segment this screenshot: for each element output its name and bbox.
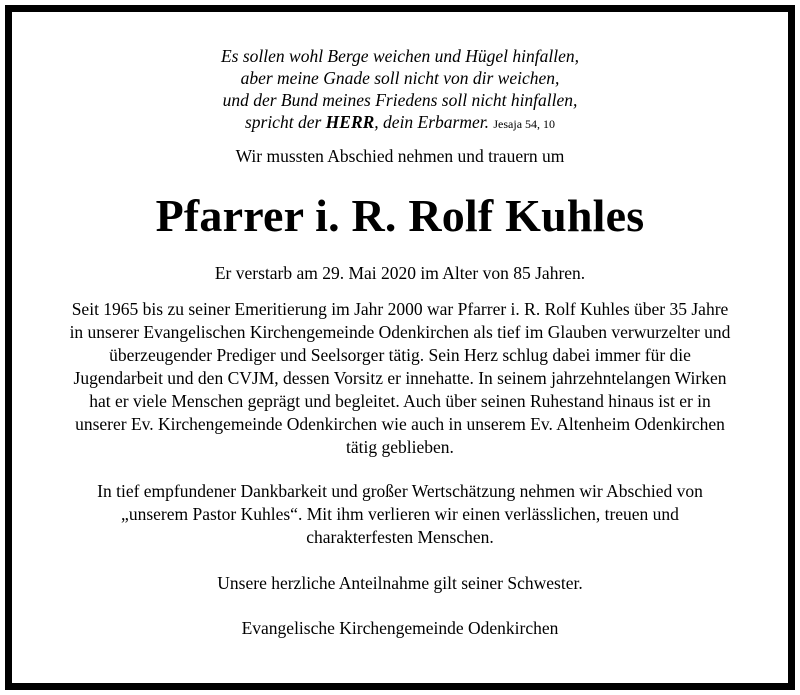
gratitude-line: charakterfesten Menschen. xyxy=(306,527,494,547)
biography-paragraph xyxy=(19,298,781,459)
death-notice: Er verstarb am 29. Mai 2020 im Alter von 85 Jahren. xyxy=(214,263,586,283)
verse-line-2: aber meine Gnade soll nicht von dir weichen, xyxy=(240,68,560,88)
verse-line-1: Es sollen wohl Berge weichen und Hügel hinfallen, xyxy=(220,46,580,66)
obituary-content xyxy=(19,19,781,676)
condolence-text: Unsere herzliche Anteilnahme gilt seiner Schwester. xyxy=(217,573,583,593)
biography-line: hat er viele Menschen geprägt und begleitet. Auch über seinen Ruhestand hinaus ist er in xyxy=(89,391,711,411)
gratitude-paragraph xyxy=(19,480,781,549)
biography-line: Seit 1965 bis zu seiner Emeritierung im Jahr 2000 war Pfarrer i. R. Rolf Kuhles über 35 Jahre xyxy=(71,299,729,319)
gratitude-line: In tief empfundener Dankbarkeit und großer Wertschätzung nehmen wir Abschied von xyxy=(97,481,703,501)
obituary-frame xyxy=(5,5,795,690)
mourning-intro: Wir mussten Abschied nehmen und trauern um xyxy=(235,146,565,166)
verse-herr: HERR xyxy=(325,112,375,132)
verse-line-4-end: , dein Erbarmer. xyxy=(374,112,494,132)
verse-line-4 xyxy=(19,111,781,135)
biography-line: unserer Ev. Kirchengemeinde Odenkirchen wie auch in unserem Ev. Altenheim Odenkirchen xyxy=(75,414,725,434)
biography-line: tätig geblieben. xyxy=(346,437,454,457)
biography-line: Jugendarbeit und den CVJM, dessen Vorsitz er innehatte. In seinem jahrzehntelangen Wirken xyxy=(73,368,727,388)
biography-line: in unserer Evangelischen Kirchengemeinde Odenkirchen als tief im Glauben verwurzelter und xyxy=(69,322,731,342)
verse-line-4-start: spricht der xyxy=(244,112,326,132)
biography-line: überzeugender Prediger und Seelsorger tätig. Sein Herz schlug dabei immer für die xyxy=(109,345,691,365)
signature: Evangelische Kirchengemeinde Odenkirchen xyxy=(241,618,559,638)
deceased-name: Pfarrer i. R. Rolf Kuhles xyxy=(155,190,645,241)
gratitude-line: „unserem Pastor Kuhles“. Mit ihm verlieren wir einen verlässlichen, treuen und xyxy=(121,504,679,524)
bible-verse xyxy=(19,45,781,135)
verse-line-3: und der Bund meines Friedens soll nicht hinfallen, xyxy=(222,90,578,110)
verse-reference: Jesaja 54, 10 xyxy=(493,117,556,131)
